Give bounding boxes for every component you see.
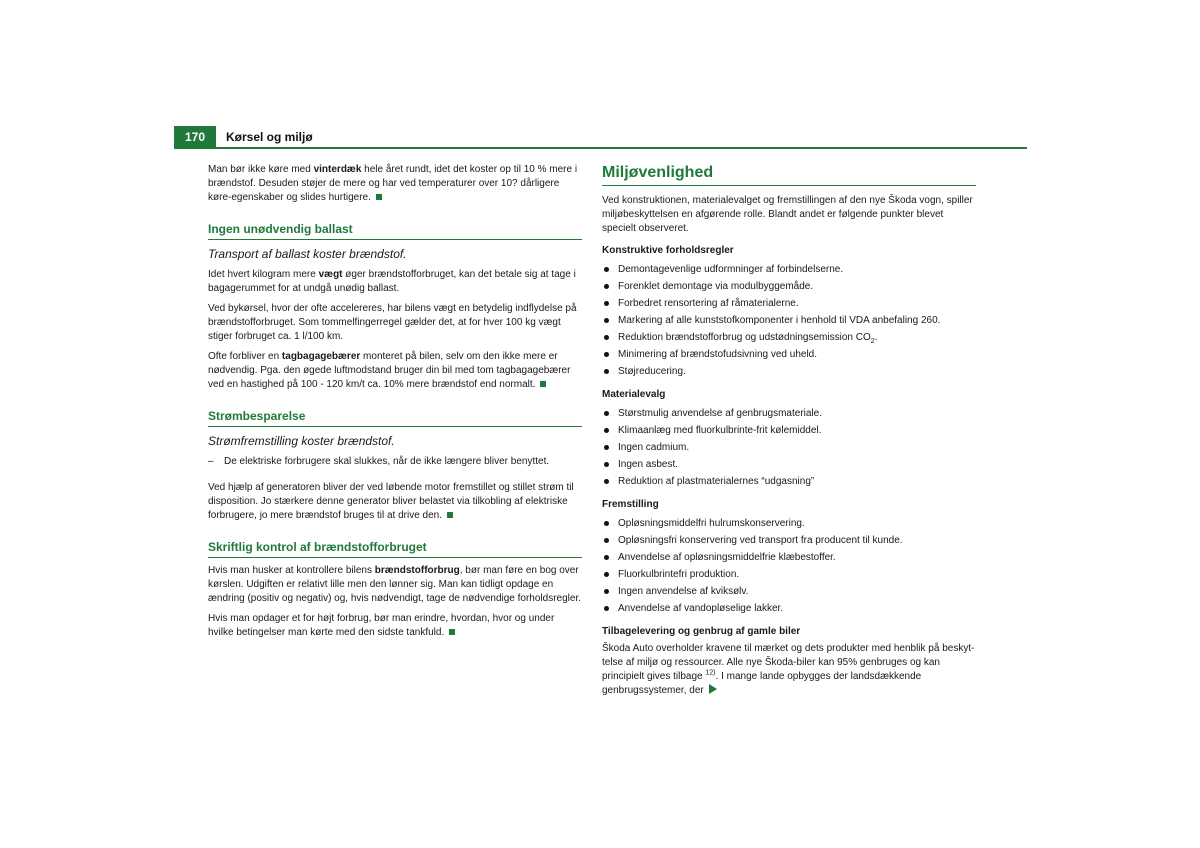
continue-arrow-icon	[709, 684, 717, 694]
production-list	[602, 515, 976, 617]
list-item: Forbedret rensortering af råmaterialerne.	[602, 295, 976, 312]
fuel-log-heading: Skriftlig kontrol af brændstofforbruget	[208, 539, 582, 558]
list-item: Opløsningsfri konservering ved transport fra producent til kunde.	[602, 532, 976, 549]
section-end-icon	[540, 381, 546, 387]
power-saving-paragraph: Ved hjælp af generatoren bliver der ved løbende motor fremstillet og stillet strøm til disposition. Jo stærkere denne generator bliver belastet via tilkobling af elektriske forbrugere, jo mere brændstof bruges til at drive den.	[208, 482, 574, 521]
fuel-log-paragraph-1: Hvis man husker at kontrollere bilens brændstofforbrug, bør man føre en bog over kørslen. Udgiften er relativt lille men den lønner sig. Man kan tidligt opdage en ændring (positiv og negativ) og, hvis nødvendigt, tage de nødvendige forholdsregler.	[208, 565, 582, 604]
list-item: Anvendelse af opløsningsmiddelfrie klæbestoffer.	[602, 549, 976, 566]
list-item: Reduktion brændstofforbrug og udstødningsemission $CO_2$.	[602, 329, 976, 346]
ballast-paragraph-1: Idet hvert kilogram mere vægt øger brændstofforbruget, kan det betale sig at tage i bagagerummet for at undgå unødig ballast.	[208, 269, 576, 294]
list-item: Støjreducering.	[602, 363, 976, 380]
environment-intro: Ved konstruktionen, materialevalget og fremstillingen af den nye Škoda vogn, spiller miljøbeskyttelsen en afgørende rolle. Blandt andet er følgende punkter blevet specielt observeret.	[602, 195, 973, 234]
construction-list	[602, 261, 976, 380]
ballast-paragraph-2: Ved bykørsel, hvor der ofte accelereres, har bilens vægt en betydelig indflydelse på brændstofforbruget. Som tommelfingerregel gælder det, at for hver 100 kg vægt stiger forbruget ca. 1 l/100 km.	[208, 303, 577, 342]
winter-tires-paragraph: Man bør ikke køre med vinterdæk hele året rundt, idet det koster op til 10 % mere i brændstof. Desuden støjer de mere og har ved temperaturer over 10? dårligere køre-egenskaber og slides hurtigere.	[208, 164, 578, 203]
dash-list-item: – De elektriske forbrugere skal slukkes, når de ikke længere bliver benyttet.	[208, 456, 550, 467]
page-header	[174, 126, 1027, 148]
chapter-title: Kørsel og miljø	[226, 130, 313, 144]
material-list	[602, 405, 976, 490]
right-column	[602, 163, 976, 704]
ballast-intro: Transport af ballast koster brændstof.	[208, 247, 407, 261]
list-item: Anvendelse af vandopløselige lakker.	[602, 600, 976, 617]
list-item: Klimaanlæg med fluorkulbrinte-frit kølemiddel.	[602, 422, 976, 439]
environment-heading: Miljøvenlighed	[602, 163, 976, 186]
list-item: Forenklet demontage via modulbyggemåde.	[602, 278, 976, 295]
fuel-log-paragraph-2: Hvis man opdager et for højt forbrug, bør man erindre, hvordan, hvor og under hvilke betingelser man kørte med den sidste tankfuld.	[208, 613, 555, 638]
list-item: Ingen anvendelse af kviksølv.	[602, 583, 976, 600]
list-item: Markering af alle kunststofkomponenter i henhold til VDA anbefaling 260.	[602, 312, 976, 329]
production-heading: Fremstilling	[602, 499, 659, 510]
material-heading: Materialevalg	[602, 389, 666, 400]
recycling-heading: Tilbagelevering og genbrug af gamle biler	[602, 626, 801, 637]
ballast-paragraph-3: Ofte forbliver en tagbagagebærer monteret på bilen, selv om den ikke mere er nødvendig. Pga. den øgede luftmodstand bruger din bil med tom tagbagagebærer ved en hastighed på 100 - 120 km/t ca. 10% mere brændstof end normalt.	[208, 351, 571, 390]
list-item: Reduktion af plastmaterialernes “udgasning”	[602, 473, 976, 490]
section-end-icon	[449, 629, 455, 635]
section-end-icon	[376, 194, 382, 200]
header-rule	[174, 147, 1027, 149]
section-end-icon	[447, 512, 453, 518]
list-item: Minimering af brændstofudsivning ved uheld.	[602, 346, 976, 363]
list-item: Ingen asbest.	[602, 456, 976, 473]
list-item: Demontagevenlige udformninger af forbindelserne.	[602, 261, 976, 278]
recycling-paragraph: Škoda Auto overholder kravene til mærket og dets produkter med henblik på beskyt-telse af miljø og ressourcer. Alle nye Škoda-biler kan 95% genbruges og kan principielt gives tilbage $^{12)}$. I mange lande opbygges der landsdækkende genbrugssystemer, der	[602, 643, 975, 696]
power-saving-heading: Strømbesparelse	[208, 408, 582, 427]
page-number: 170	[174, 126, 216, 148]
dash-marker: –	[208, 456, 214, 467]
list-item: Fluorkulbrintefri produktion.	[602, 566, 976, 583]
left-column	[208, 163, 582, 646]
list-item: Størstmulig anvendelse af genbrugsmateriale.	[602, 405, 976, 422]
power-saving-intro: Strømfremstilling koster brændstof.	[208, 434, 395, 448]
footnote-marker: 12)	[705, 669, 716, 677]
construction-heading: Konstruktive forholdsregler	[602, 245, 734, 256]
ballast-heading: Ingen unødvendig ballast	[208, 221, 582, 240]
list-item: Ingen cadmium.	[602, 439, 976, 456]
list-item: Opløsningsmiddelfri hulrumskonservering.	[602, 515, 976, 532]
